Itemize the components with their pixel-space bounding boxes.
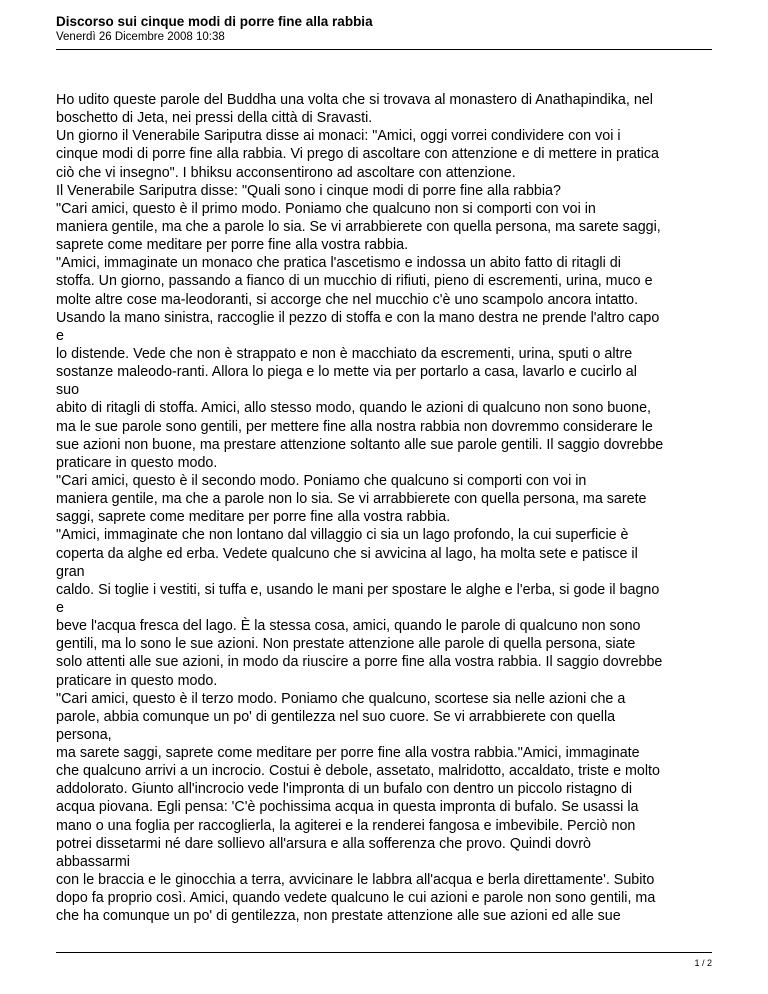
text-line: parole, abbia comunque un po' di gentilezza nel suo cuore. Se vi arrabbierete con quella <box>56 708 616 725</box>
text-line: gran <box>56 563 85 580</box>
text-line: dopo fa proprio così. Amici, quando vedete qualcuno le cui azioni e parole non sono gentili, ma <box>56 890 656 907</box>
document-header <box>56 13 716 45</box>
text-line: maniera gentile, ma che a parole non lo sia. Se vi arrabbierete con quella persona, ma sarete <box>56 491 647 508</box>
document-date: Venerdì 26 Dicembre 2008 10:38 <box>56 31 225 43</box>
text-line: acqua piovana. Egli pensa: 'C'è pochissima acqua in questa impronta di bufalo. Se usassi la <box>56 799 639 816</box>
text-line: e <box>56 327 64 344</box>
text-line: "Amici, immaginate che non lontano dal villaggio ci sia un lago profondo, la cui superficie è <box>56 527 629 544</box>
text-line: coperta da alghe ed erba. Vedete qualcuno che si avvicina al lago, ha molta sete e patisce il <box>56 545 638 562</box>
text-line: che ha comunque un po' di gentilezza, non prestate attenzione alle sue azioni ed alle sue <box>56 908 621 925</box>
text-line: Il Venerabile Sariputra disse: "Quali sono i cinque modi di porre fine alla rabbia? <box>56 182 561 199</box>
text-line: praticare in questo modo. <box>56 454 218 471</box>
text-line: ma sarete saggi, saprete come meditare per porre fine alla vostra rabbia."Amici, immaginate <box>56 745 640 762</box>
text-line: gentili, ma lo sono le sue azioni. Non prestate attenzione alle parole di quella persona, siate <box>56 636 636 653</box>
footer-divider <box>56 952 712 953</box>
text-line: persona, <box>56 726 112 743</box>
header-divider <box>56 49 712 50</box>
text-line: boschetto di Jeta, nei pressi della città di Sravasti. <box>56 110 373 127</box>
text-line: che qualcuno arrivi a un incrocio. Costui è debole, assetato, malridotto, accaldato, triste e molto <box>56 763 660 780</box>
text-line: abito di ritagli di stoffa. Amici, allo stesso modo, quando le azioni di qualcuno non sono buone, <box>56 400 652 417</box>
text-line: abbassarmi <box>56 853 130 870</box>
text-line: suo <box>56 382 80 399</box>
text-line: saggi, saprete come meditare per porre fine alla vostra rabbia. <box>56 509 451 526</box>
text-line: caldo. Si toglie i vestiti, si tuffa e, usando le mani per spostare le alghe e l'erba, si gode il bagno <box>56 581 660 598</box>
text-line: "Cari amici, questo è il secondo modo. Poniamo che qualcuno si comporti con voi in <box>56 472 587 489</box>
text-line: ciò che vi insegno". I bhiksu acconsentirono ad ascoltare con attenzione. <box>56 164 516 181</box>
text-line: e <box>56 599 64 616</box>
text-line: addolorato. Giunto all'incrocio vede l'impronta di un bufalo con dentro un piccolo ristagno di <box>56 781 633 798</box>
text-line: Usando la mano sinistra, raccoglie il pezzo di stoffa e con la mano destra ne prende l'altro capo <box>56 309 660 326</box>
document-body <box>56 91 716 925</box>
text-line: solo attenti alle sue azioni, in modo da riuscire a porre fine alla vostra rabbia. Il saggio dovrebbe <box>56 654 663 671</box>
text-line: sostanze maleodo-ranti. Allora lo piega e lo mette via per portarlo a casa, lavarlo e cucirlo al <box>56 364 637 381</box>
text-line: "Amici, immaginate un monaco che pratica l'ascetismo e indossa un abito fatto di ritagli di <box>56 255 621 272</box>
text-line: potrei dissetarmi né dare sollievo all'arsura e alla sofferenza che provo. Quindi dovrò <box>56 835 591 852</box>
text-line: maniera gentile, ma che a parole lo sia. Se vi arrabbierete con quella persona, ma sarete saggi, <box>56 218 661 235</box>
text-line: stoffa. Un giorno, passando a fianco di un mucchio di rifiuti, pieno di escrementi, urina, muco e <box>56 273 653 290</box>
text-line: molte altre cose ma-leodoranti, si accorge che nel mucchio c'è uno scampolo ancora intatto. <box>56 291 639 308</box>
text-line: Ho udito queste parole del Buddha una volta che si trovava al monastero di Anathapindika, nel <box>56 92 653 108</box>
text-line: ma le sue parole sono gentili, per mettere fine alla nostra rabbia non dovremmo considerare le <box>56 418 653 435</box>
document-title: Discorso sui cinque modi di porre fine alla rabbia <box>56 14 373 29</box>
text-line: "Cari amici, questo è il primo modo. Poniamo che qualcuno non si comporti con voi in <box>56 200 596 217</box>
text-line: "Cari amici, questo è il terzo modo. Poniamo che qualcuno, scortese sia nelle azioni che a <box>56 690 626 707</box>
text-line: cinque modi di porre fine alla rabbia. Vi prego di ascoltare con attenzione e di mettere in pratica <box>56 146 659 163</box>
text-line: mano o una foglia per raccoglierla, la agiterei e la renderei fangosa e imbevibile. Perciò non <box>56 817 636 834</box>
page-number: 1 / 2 <box>694 958 712 968</box>
text-line: con le braccia e le ginocchia a terra, avvicinare le labbra all'acqua e berla direttamente'. Subito <box>56 872 655 889</box>
text-line: Un giorno il Venerabile Sariputra disse ai monaci: "Amici, oggi vorrei condividere con voi i <box>56 128 621 145</box>
text-line: lo distende. Vede che non è strappato e non è macchiato da escrementi, urina, sputi o altre <box>56 345 633 362</box>
text-line: praticare in questo modo. <box>56 672 218 689</box>
text-line: sue azioni non buone, ma prestare attenzione soltanto alle sue parole gentili. Il saggio dovrebbe <box>56 436 664 453</box>
text-line: beve l'acqua fresca del lago. È la stessa cosa, amici, quando le parole di qualcuno non sono <box>56 618 641 635</box>
text-line: saprete come meditare per porre fine alla vostra rabbia. <box>56 237 409 254</box>
